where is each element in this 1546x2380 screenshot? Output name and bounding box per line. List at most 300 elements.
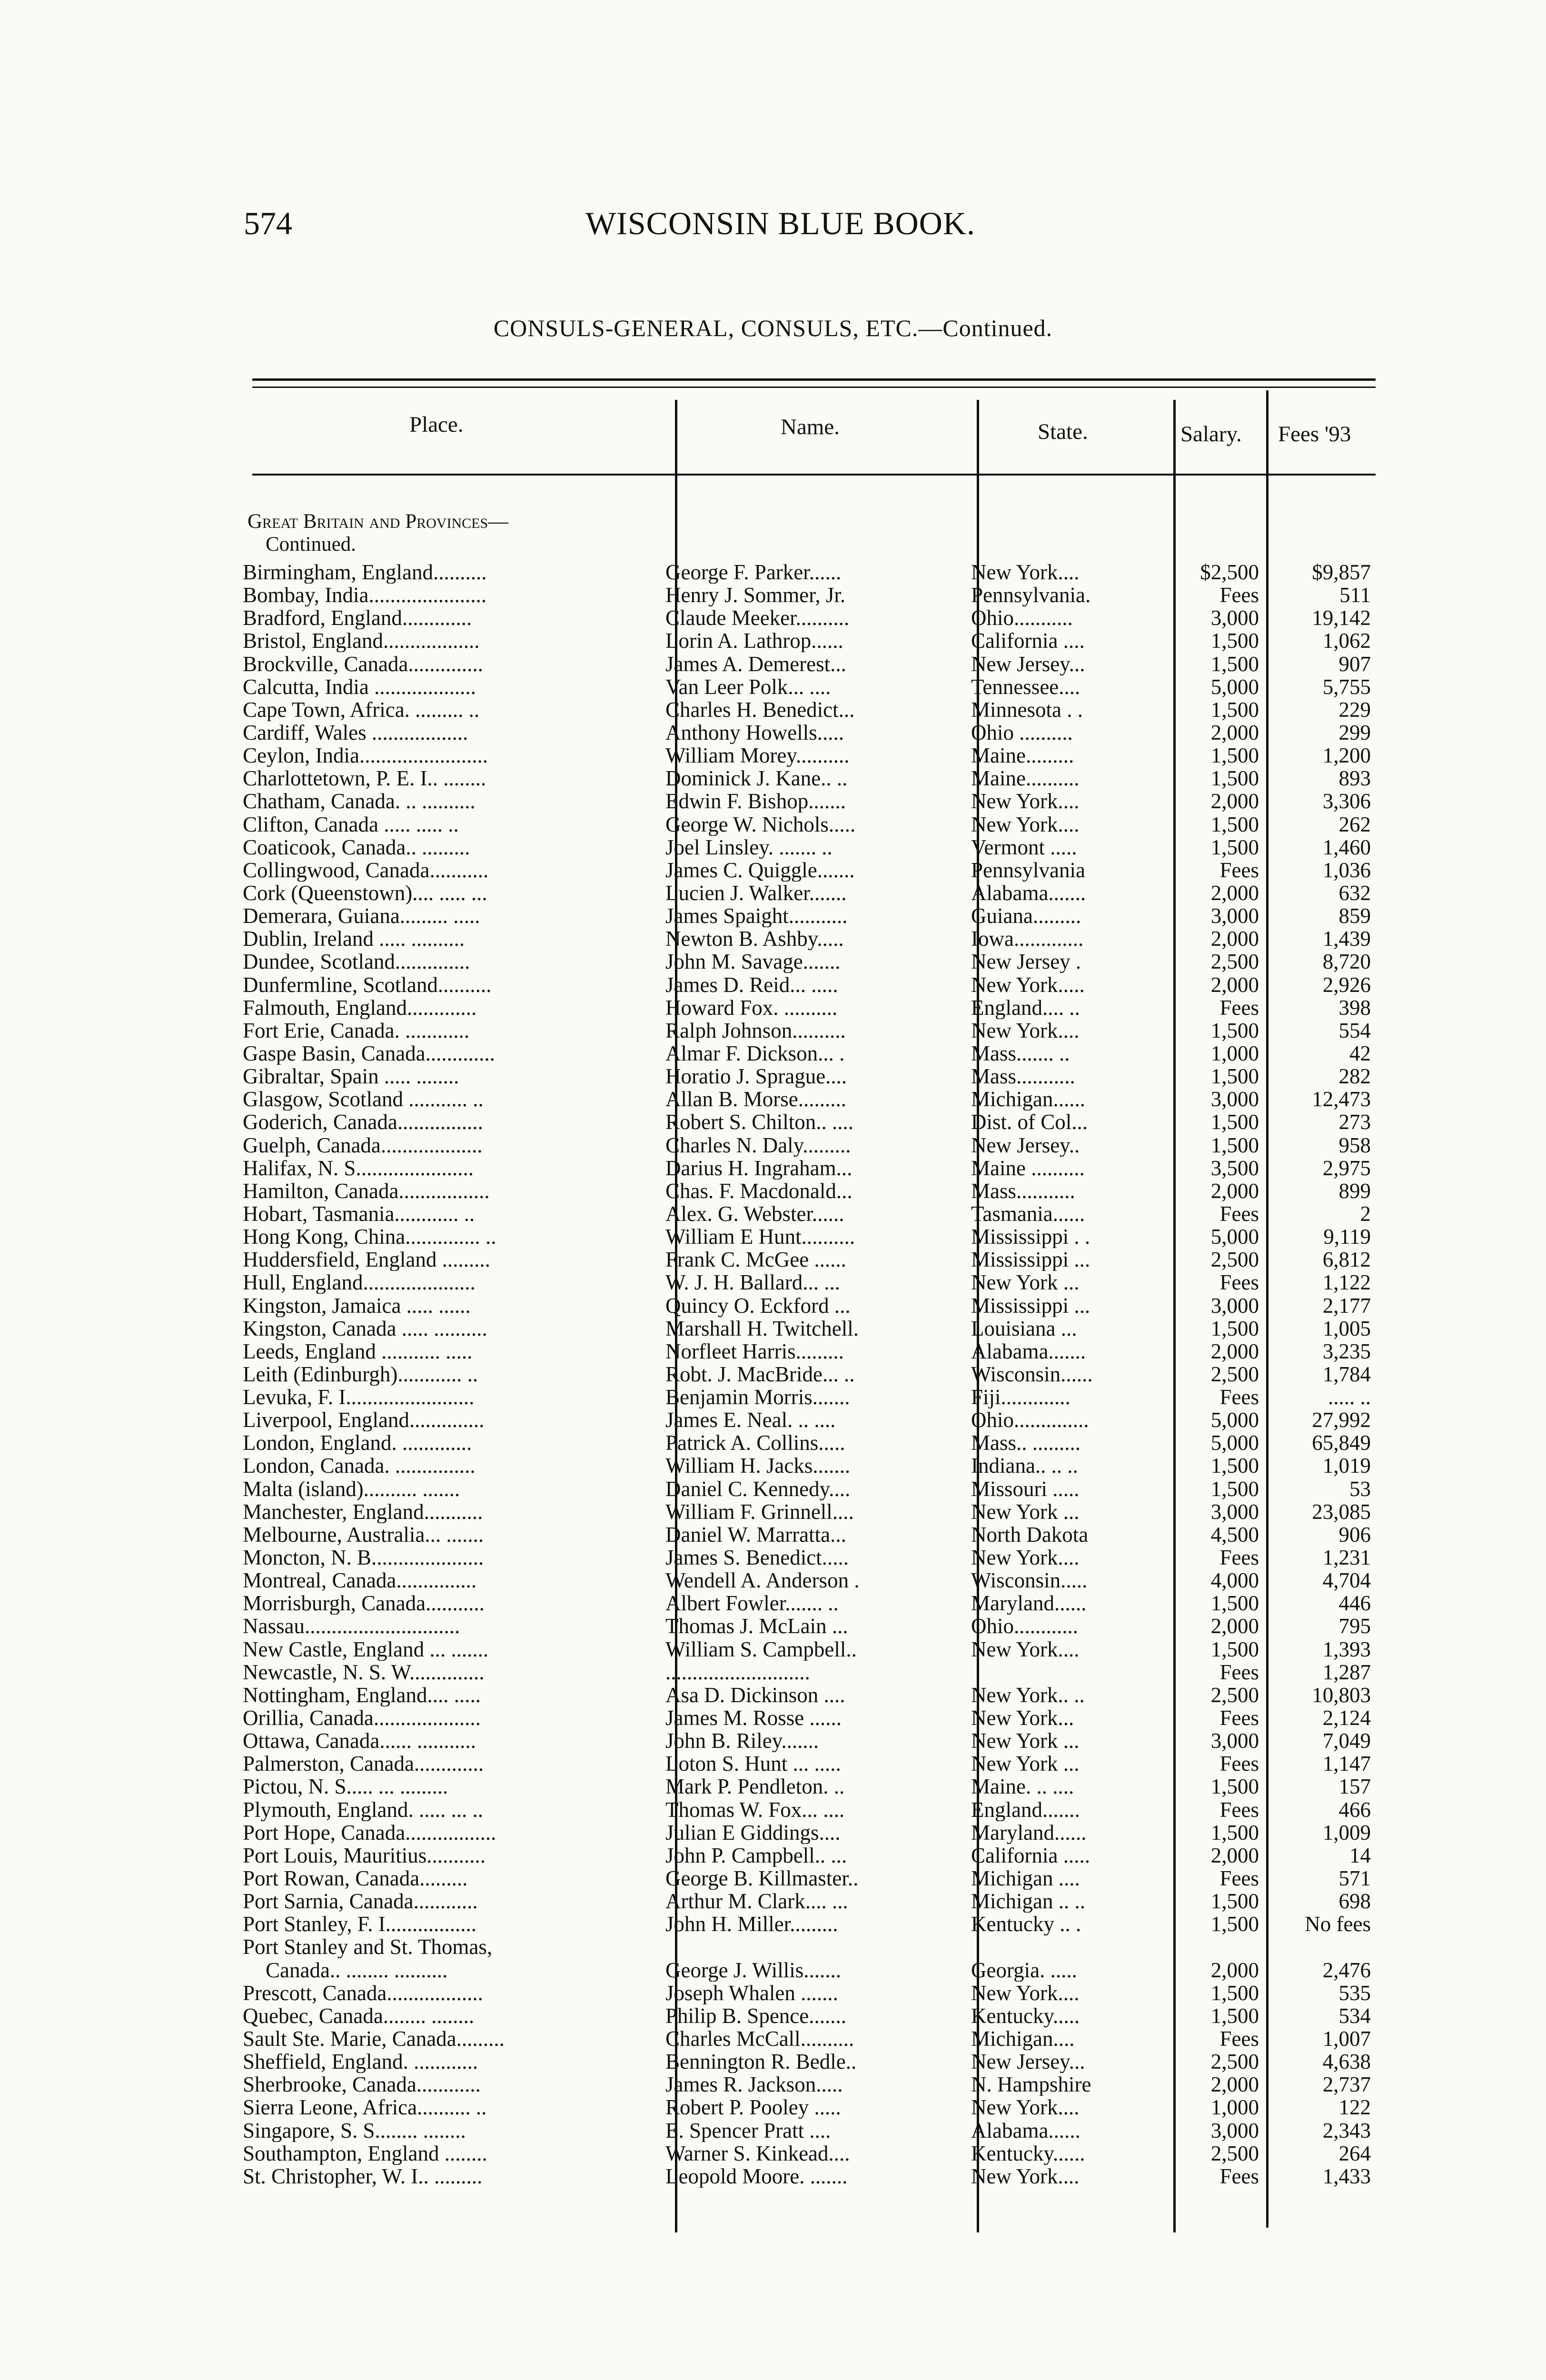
state-cell: New York ... bbox=[971, 1500, 1080, 1523]
place-cell: Demerara, Guiana......... ..... bbox=[243, 904, 480, 928]
name-cell: Wendell A. Anderson . bbox=[665, 1569, 860, 1592]
state-cell: Indiana.. .. .. bbox=[971, 1454, 1078, 1478]
place-cell: Quebec, Canada........ ........ bbox=[243, 2004, 475, 2027]
state-cell: Louisiana ... bbox=[971, 1317, 1077, 1340]
state-cell: Mass....... .. bbox=[971, 1041, 1070, 1065]
place-cell: Port Sarnia, Canada............ bbox=[243, 1890, 478, 1913]
header-salary: Salary. bbox=[1180, 422, 1242, 446]
name-cell: Quincy O. Eckford ... bbox=[665, 1294, 851, 1317]
name-cell: Albert Fowler....... .. bbox=[665, 1592, 839, 1615]
header-place: Place. bbox=[409, 412, 464, 437]
place-cell: Prescott, Canada.................. bbox=[243, 1981, 483, 2004]
fees-cell: 1,433 bbox=[1322, 2164, 1371, 2188]
salary-cell: Fees bbox=[1219, 996, 1259, 1019]
salary-cell: 2,500 bbox=[1210, 2050, 1259, 2073]
name-cell: James S. Benedict..... bbox=[665, 1546, 849, 1569]
state-cell: Vermont ..... bbox=[971, 835, 1077, 859]
fees-cell: 2,737 bbox=[1322, 2073, 1371, 2096]
state-cell: New York.... bbox=[971, 2096, 1080, 2119]
fees-cell: ..... .. bbox=[1328, 1386, 1371, 1409]
state-cell: Mass.. ......... bbox=[971, 1431, 1081, 1455]
name-cell: Leopold Moore. ....... bbox=[665, 2164, 848, 2188]
table-row bbox=[0, 1638, 1546, 1661]
header-bottom-rule bbox=[252, 474, 1376, 476]
name-cell: John P. Campbell.. ... bbox=[665, 1844, 847, 1867]
salary-cell: 2,500 bbox=[1210, 950, 1259, 973]
state-cell: New York.... bbox=[971, 1637, 1080, 1661]
place-cell: Coaticook, Canada.. ......... bbox=[243, 835, 470, 859]
state-cell: Tennessee.... bbox=[971, 675, 1080, 698]
place-cell: Brockville, Canada.............. bbox=[243, 652, 483, 675]
state-cell: Pennsylvania. bbox=[971, 584, 1091, 607]
fees-cell: 2 bbox=[1360, 1202, 1371, 1225]
name-cell: James C. Quiggle....... bbox=[665, 858, 855, 882]
fees-cell: 907 bbox=[1338, 652, 1371, 675]
name-cell: John B. Riley....... bbox=[665, 1729, 819, 1753]
group-heading-text: Great Britain and Provinces— bbox=[248, 510, 509, 533]
salary-cell: 1,500 bbox=[1210, 2004, 1259, 2027]
name-cell: James M. Rosse ...... bbox=[665, 1706, 842, 1730]
state-cell: Mass........... bbox=[971, 1065, 1075, 1088]
state-cell: Missouri ..... bbox=[971, 1477, 1080, 1500]
table-row bbox=[0, 606, 1546, 629]
place-cell: Pictou, N. S..... ... ......... bbox=[243, 1775, 448, 1798]
table-row bbox=[0, 1729, 1546, 1752]
running-title: WISCONSIN BLUE BOOK. bbox=[585, 205, 975, 241]
place-cell: Sherbrooke, Canada............ bbox=[243, 2073, 481, 2096]
state-cell: Maine. .. .... bbox=[971, 1775, 1074, 1798]
place-cell: Levuka, F. I........................ bbox=[243, 1386, 475, 1409]
place-cell: Nottingham, England.... ..... bbox=[243, 1683, 481, 1706]
header-fees: Fees '93 bbox=[1278, 422, 1351, 446]
table-row bbox=[0, 1798, 1546, 1821]
salary-cell: 2,500 bbox=[1210, 1683, 1259, 1706]
salary-cell: 1,500 bbox=[1210, 744, 1259, 767]
salary-cell: Fees bbox=[1219, 1867, 1259, 1890]
salary-cell: 1,500 bbox=[1210, 1477, 1259, 1500]
state-cell: Alabama....... bbox=[971, 881, 1086, 904]
section-title: CONSULS-GENERAL, CONSULS, ETC.—Continued. bbox=[493, 315, 1053, 341]
name-cell: Charles McCall.......... bbox=[665, 2027, 854, 2050]
salary-cell: 2,000 bbox=[1210, 927, 1259, 951]
table-row bbox=[0, 744, 1546, 767]
salary-cell: 2,000 bbox=[1210, 973, 1259, 996]
name-cell: Robt. J. MacBride... .. bbox=[665, 1362, 855, 1386]
salary-cell: 5,000 bbox=[1210, 1225, 1259, 1249]
table-row bbox=[0, 1500, 1546, 1523]
fees-cell: 1,287 bbox=[1322, 1660, 1371, 1684]
fees-cell: No fees bbox=[1305, 1913, 1371, 1936]
fees-cell: 2,476 bbox=[1322, 1958, 1371, 1982]
name-cell: E. Spencer Pratt .... bbox=[665, 2119, 831, 2142]
name-cell: Edwin F. Bishop....... bbox=[665, 790, 846, 813]
name-cell: Frank C. McGee ...... bbox=[665, 1248, 846, 1271]
table-row bbox=[0, 2165, 1546, 2188]
salary-cell: 1,500 bbox=[1210, 1133, 1259, 1157]
name-cell: Joseph Whalen ....... bbox=[665, 1981, 838, 2004]
state-cell: Michigan .... bbox=[971, 1867, 1080, 1890]
salary-cell: Fees bbox=[1219, 1798, 1259, 1821]
salary-cell: 2,000 bbox=[1210, 790, 1259, 813]
place-cell: Halifax, N. S...................... bbox=[243, 1156, 474, 1180]
table-row bbox=[0, 1592, 1546, 1615]
name-cell: James D. Reid... ..... bbox=[665, 973, 838, 996]
state-cell: Kentucky...... bbox=[971, 2142, 1085, 2165]
place-cell: Guelph, Canada................... bbox=[243, 1133, 483, 1157]
header-name: Name. bbox=[781, 415, 840, 439]
table-row bbox=[0, 1821, 1546, 1844]
place-cell: Chatham, Canada. .. .......... bbox=[243, 790, 476, 813]
salary-cell: 1,500 bbox=[1210, 1317, 1259, 1340]
fees-cell: 795 bbox=[1338, 1615, 1371, 1638]
table-row bbox=[0, 2073, 1546, 2096]
fees-cell: 4,704 bbox=[1322, 1569, 1371, 1592]
place-cell: Canada.. ........ .......... bbox=[266, 1958, 448, 1982]
fees-cell: 1,009 bbox=[1322, 1821, 1371, 1844]
name-cell: William H. Jacks....... bbox=[665, 1454, 851, 1478]
salary-cell: 3,500 bbox=[1210, 1156, 1259, 1180]
state-cell: Mississippi ... bbox=[971, 1294, 1090, 1317]
place-cell: Ceylon, India........................ bbox=[243, 744, 488, 767]
table-row bbox=[0, 1042, 1546, 1065]
name-cell: Arthur M. Clark.... ... bbox=[665, 1890, 848, 1913]
name-cell: Philip B. Spence....... bbox=[665, 2004, 846, 2027]
consul-table-body bbox=[0, 561, 1546, 2188]
place-cell: Newcastle, N. S. W.............. bbox=[243, 1660, 485, 1684]
state-cell: New Jersey... bbox=[971, 652, 1085, 675]
state-cell: California ..... bbox=[971, 1844, 1090, 1867]
name-cell: John H. Miller......... bbox=[665, 1913, 838, 1936]
fees-cell: 12,473 bbox=[1312, 1088, 1371, 1111]
table-row bbox=[0, 2027, 1546, 2050]
table-row bbox=[0, 1271, 1546, 1294]
name-cell: Newton B. Ashby..... bbox=[665, 927, 844, 951]
state-cell: Wisconsin..... bbox=[971, 1569, 1088, 1592]
table-row bbox=[0, 859, 1546, 882]
state-cell: New York ... bbox=[971, 1729, 1080, 1753]
table-row bbox=[0, 1248, 1546, 1271]
salary-cell: 1,500 bbox=[1210, 1890, 1259, 1913]
name-cell: James E. Neal. .. .... bbox=[665, 1408, 836, 1432]
salary-cell: 1,500 bbox=[1210, 1637, 1259, 1661]
state-cell: New Jersey... bbox=[971, 2050, 1085, 2073]
name-cell: Warner S. Kinkead.... bbox=[665, 2142, 850, 2165]
salary-cell: 4,500 bbox=[1210, 1523, 1259, 1546]
name-cell: Claude Meeker.......... bbox=[665, 606, 850, 630]
state-cell: Kentucky..... bbox=[971, 2004, 1080, 2027]
fees-cell: 511 bbox=[1339, 584, 1371, 607]
table-row bbox=[0, 1546, 1546, 1569]
salary-cell: 4,000 bbox=[1210, 1569, 1259, 1592]
table-row bbox=[0, 950, 1546, 973]
place-cell: Kingston, Canada ..... .......... bbox=[243, 1317, 487, 1340]
fees-cell: 1,062 bbox=[1322, 629, 1371, 653]
fees-cell: 262 bbox=[1338, 813, 1371, 836]
header-state: State. bbox=[1038, 419, 1088, 444]
table-row bbox=[0, 1478, 1546, 1500]
fees-cell: 23,085 bbox=[1312, 1500, 1371, 1523]
salary-cell: 1,500 bbox=[1210, 629, 1259, 653]
state-cell: New York.... bbox=[971, 561, 1080, 584]
fees-cell: 1,784 bbox=[1322, 1362, 1371, 1386]
fees-cell: 1,147 bbox=[1322, 1752, 1371, 1775]
name-cell: Lucien J. Walker....... bbox=[665, 881, 847, 904]
salary-cell: 1,500 bbox=[1210, 1913, 1259, 1936]
fees-cell: 229 bbox=[1338, 698, 1371, 721]
salary-cell: 1,500 bbox=[1210, 1019, 1259, 1042]
salary-cell: 2,000 bbox=[1210, 1844, 1259, 1867]
state-cell: Maine .......... bbox=[971, 1156, 1085, 1180]
state-cell: New York ... bbox=[971, 1271, 1080, 1294]
fees-cell: 264 bbox=[1338, 2142, 1371, 2165]
state-cell: Minnesota . . bbox=[971, 698, 1083, 721]
name-cell: Robert S. Chilton.. .... bbox=[665, 1111, 854, 1134]
salary-cell: Fees bbox=[1219, 1546, 1259, 1569]
table-row bbox=[0, 1844, 1546, 1867]
table-row bbox=[0, 1913, 1546, 1935]
table-row bbox=[0, 1982, 1546, 2004]
place-cell: Charlottetown, P. E. I.. ........ bbox=[243, 767, 486, 790]
fees-cell: 1,460 bbox=[1322, 835, 1371, 859]
name-cell: Joel Linsley. ....... .. bbox=[665, 835, 832, 859]
table-row bbox=[0, 2119, 1546, 2142]
fees-cell: 398 bbox=[1338, 996, 1371, 1019]
state-cell: New York.... bbox=[971, 790, 1080, 813]
table-row bbox=[0, 653, 1546, 675]
place-cell: Ottawa, Canada...... ........... bbox=[243, 1729, 476, 1753]
place-cell: Glasgow, Scotland ........... .. bbox=[243, 1088, 484, 1111]
salary-cell: 1,500 bbox=[1210, 1454, 1259, 1478]
state-cell: North Dakota bbox=[971, 1523, 1089, 1546]
place-cell: Port Stanley, F. I................. bbox=[243, 1913, 476, 1936]
place-cell: Malta (island).......... ....... bbox=[243, 1477, 460, 1500]
name-cell: Howard Fox. .......... bbox=[665, 996, 838, 1019]
place-cell: Port Stanley and St. Thomas, bbox=[243, 1935, 493, 1959]
fees-cell: 534 bbox=[1338, 2004, 1371, 2027]
table-row bbox=[0, 996, 1546, 1019]
table-row bbox=[0, 1523, 1546, 1546]
fees-cell: 554 bbox=[1338, 1019, 1371, 1042]
place-cell: Manchester, England........... bbox=[243, 1500, 483, 1523]
place-cell: Leith (Edinburgh)............ .. bbox=[243, 1362, 478, 1386]
fees-cell: 698 bbox=[1338, 1890, 1371, 1913]
state-cell: Michigan.... bbox=[971, 2027, 1075, 2050]
place-cell: Dunfermline, Scotland.......... bbox=[243, 973, 492, 996]
place-cell: Cardiff, Wales .................. bbox=[243, 721, 468, 744]
name-cell: George B. Killmaster.. bbox=[665, 1867, 859, 1890]
table-row bbox=[0, 882, 1546, 904]
place-cell: Birmingham, England.......... bbox=[243, 561, 487, 584]
state-cell: Michigan...... bbox=[971, 1088, 1085, 1111]
fees-cell: 2,343 bbox=[1322, 2119, 1371, 2142]
state-cell: England.... .. bbox=[971, 996, 1080, 1019]
name-cell: Patrick A. Collins..... bbox=[665, 1431, 845, 1455]
state-cell: Alabama....... bbox=[971, 1339, 1086, 1363]
state-cell: Dist. of Col... bbox=[971, 1111, 1088, 1134]
name-cell: George W. Nichols..... bbox=[665, 813, 856, 836]
place-cell: Palmerston, Canada............. bbox=[243, 1752, 484, 1775]
fees-cell: 1,439 bbox=[1322, 927, 1371, 951]
table-row bbox=[0, 927, 1546, 950]
table-row bbox=[0, 1294, 1546, 1317]
name-cell: Robert P. Pooley ..... bbox=[665, 2096, 841, 2119]
fees-cell: 2,975 bbox=[1322, 1156, 1371, 1180]
place-cell: London, Canada. ............... bbox=[243, 1454, 476, 1478]
place-cell: Southampton, England ........ bbox=[243, 2142, 487, 2165]
name-cell: Van Leer Polk... .... bbox=[665, 675, 831, 698]
salary-cell: 1,500 bbox=[1210, 1592, 1259, 1615]
name-cell: James R. Jackson..... bbox=[665, 2073, 843, 2096]
table-row bbox=[0, 698, 1546, 721]
name-cell: James Spaight........... bbox=[665, 904, 848, 928]
place-cell: Collingwood, Canada........... bbox=[243, 858, 489, 882]
fees-cell: 1,122 bbox=[1322, 1271, 1371, 1294]
name-cell: John M. Savage....... bbox=[665, 950, 841, 973]
place-cell: Goderich, Canada................ bbox=[243, 1111, 483, 1134]
table-row bbox=[0, 584, 1546, 606]
fees-cell: 632 bbox=[1338, 881, 1371, 904]
table-row bbox=[0, 1019, 1546, 1042]
state-cell: Maryland...... bbox=[971, 1821, 1087, 1844]
place-cell: St. Christopher, W. I.. ......... bbox=[243, 2164, 483, 2188]
salary-cell: 3,000 bbox=[1210, 904, 1259, 928]
state-cell: Maryland...... bbox=[971, 1592, 1087, 1615]
place-cell: Montreal, Canada............... bbox=[243, 1569, 477, 1592]
name-cell: Almar F. Dickson... . bbox=[665, 1041, 845, 1065]
name-cell: Marshall H. Twitchell. bbox=[665, 1317, 859, 1340]
salary-cell: Fees bbox=[1219, 1660, 1259, 1684]
state-cell: N. Hampshire bbox=[971, 2073, 1091, 2096]
place-cell: Bradford, England............. bbox=[243, 606, 472, 630]
fees-cell: 4,638 bbox=[1322, 2050, 1371, 2073]
state-cell: Ohio............ bbox=[971, 1615, 1078, 1638]
name-cell: Alex. G. Webster...... bbox=[665, 1202, 844, 1225]
table-row bbox=[0, 1661, 1546, 1684]
fees-cell: 1,231 bbox=[1322, 1546, 1371, 1569]
salary-cell: 1,000 bbox=[1210, 1041, 1259, 1065]
name-cell: Norfleet Harris......... bbox=[665, 1339, 844, 1363]
state-cell: New York.... bbox=[971, 1019, 1080, 1042]
salary-cell: 1,000 bbox=[1210, 2096, 1259, 2119]
salary-cell: 2,000 bbox=[1210, 1179, 1259, 1202]
table-row bbox=[0, 813, 1546, 836]
place-cell: New Castle, England ... ....... bbox=[243, 1637, 489, 1661]
place-cell: Calcutta, India ................... bbox=[243, 675, 476, 698]
place-cell: Gibraltar, Spain ..... ........ bbox=[243, 1065, 459, 1088]
table-row bbox=[0, 1454, 1546, 1477]
salary-cell: Fees bbox=[1219, 1271, 1259, 1294]
table-row bbox=[0, 1935, 1546, 1958]
salary-cell: 1,500 bbox=[1210, 767, 1259, 790]
salary-cell: Fees bbox=[1219, 584, 1259, 607]
name-cell: Daniel W. Marratta... bbox=[665, 1523, 846, 1546]
state-cell: Tasmania...... bbox=[971, 1202, 1085, 1225]
table-row bbox=[0, 1065, 1546, 1088]
state-cell: New York... bbox=[971, 1706, 1074, 1730]
table-row bbox=[0, 1363, 1546, 1386]
table-row bbox=[0, 1180, 1546, 1202]
name-cell: Bennington R. Bedle.. bbox=[665, 2050, 857, 2073]
state-cell: Guiana......... bbox=[971, 904, 1081, 928]
place-cell: Melbourne, Australia... ....... bbox=[243, 1523, 484, 1546]
name-cell: Henry J. Sommer, Jr. bbox=[665, 584, 846, 607]
table-row bbox=[0, 1202, 1546, 1225]
name-cell: Benjamin Morris....... bbox=[665, 1386, 850, 1409]
table-row bbox=[0, 767, 1546, 790]
place-cell: Port Louis, Mauritius........... bbox=[243, 1844, 486, 1867]
table-row bbox=[0, 904, 1546, 927]
table-row bbox=[0, 1752, 1546, 1775]
name-cell: Anthony Howells..... bbox=[665, 721, 844, 744]
salary-cell: 2,000 bbox=[1210, 2073, 1259, 2096]
fees-cell: 1,005 bbox=[1322, 1317, 1371, 1340]
fees-cell: 1,007 bbox=[1322, 2027, 1371, 2050]
name-cell: William S. Campbell.. bbox=[665, 1637, 857, 1661]
salary-cell: 1,500 bbox=[1210, 698, 1259, 721]
salary-cell: Fees bbox=[1219, 1202, 1259, 1225]
table-row bbox=[0, 2096, 1546, 2119]
place-cell: Port Rowan, Canada......... bbox=[243, 1867, 468, 1890]
name-cell: James A. Demerest... bbox=[665, 652, 846, 675]
table-row bbox=[0, 561, 1546, 584]
fees-cell: 282 bbox=[1338, 1065, 1371, 1088]
salary-cell: 5,000 bbox=[1210, 675, 1259, 698]
name-cell: William F. Grinnell.... bbox=[665, 1500, 854, 1523]
fees-cell: 859 bbox=[1338, 904, 1371, 928]
fees-cell: 1,019 bbox=[1322, 1454, 1371, 1478]
table-row bbox=[0, 1890, 1546, 1913]
place-cell: Dublin, Ireland ..... .......... bbox=[243, 927, 465, 951]
name-cell: W. J. H. Ballard... ... bbox=[665, 1271, 841, 1294]
top-rule-thick bbox=[252, 378, 1376, 381]
state-cell: Ohio .......... bbox=[971, 721, 1073, 744]
name-cell: Darius H. Ingraham... bbox=[665, 1156, 852, 1180]
salary-cell: 3,000 bbox=[1210, 1500, 1259, 1523]
place-cell: Falmouth, England............. bbox=[243, 996, 477, 1019]
fees-cell: 8,720 bbox=[1322, 950, 1371, 973]
name-cell: William E Hunt.......... bbox=[665, 1225, 855, 1249]
place-cell: Bombay, India...................... bbox=[243, 584, 487, 607]
place-cell: Cork (Queenstown).... ..... ... bbox=[243, 881, 487, 904]
salary-cell: 2,000 bbox=[1210, 1339, 1259, 1363]
fees-cell: 899 bbox=[1338, 1179, 1371, 1202]
state-cell: Fiji............. bbox=[971, 1386, 1070, 1409]
place-cell: Morrisburgh, Canada........... bbox=[243, 1592, 485, 1615]
fees-cell: 27,992 bbox=[1312, 1408, 1371, 1432]
place-cell: Dundee, Scotland.............. bbox=[243, 950, 470, 973]
salary-cell: 1,500 bbox=[1210, 1775, 1259, 1798]
fees-cell: 42 bbox=[1349, 1041, 1371, 1065]
name-cell: ........................... bbox=[665, 1660, 810, 1684]
state-cell: England....... bbox=[971, 1798, 1080, 1821]
salary-cell: 1,500 bbox=[1210, 1821, 1259, 1844]
table-row bbox=[0, 1225, 1546, 1248]
place-cell: Fort Erie, Canada. ............ bbox=[243, 1019, 470, 1042]
table-row bbox=[0, 721, 1546, 744]
salary-cell: 1,500 bbox=[1210, 1981, 1259, 2004]
salary-cell: 1,500 bbox=[1210, 1111, 1259, 1134]
name-cell: Allan B. Morse......... bbox=[665, 1088, 846, 1111]
table-row bbox=[0, 1684, 1546, 1706]
fees-cell: 3,306 bbox=[1322, 790, 1371, 813]
state-cell: Mississippi ... bbox=[971, 1248, 1090, 1271]
group-heading bbox=[248, 510, 508, 556]
state-cell: Mass........... bbox=[971, 1179, 1075, 1202]
state-cell: Kentucky .. . bbox=[971, 1913, 1081, 1936]
fees-cell: 10,803 bbox=[1312, 1683, 1371, 1706]
salary-cell: 2,500 bbox=[1210, 1248, 1259, 1271]
salary-cell: 3,000 bbox=[1210, 1294, 1259, 1317]
